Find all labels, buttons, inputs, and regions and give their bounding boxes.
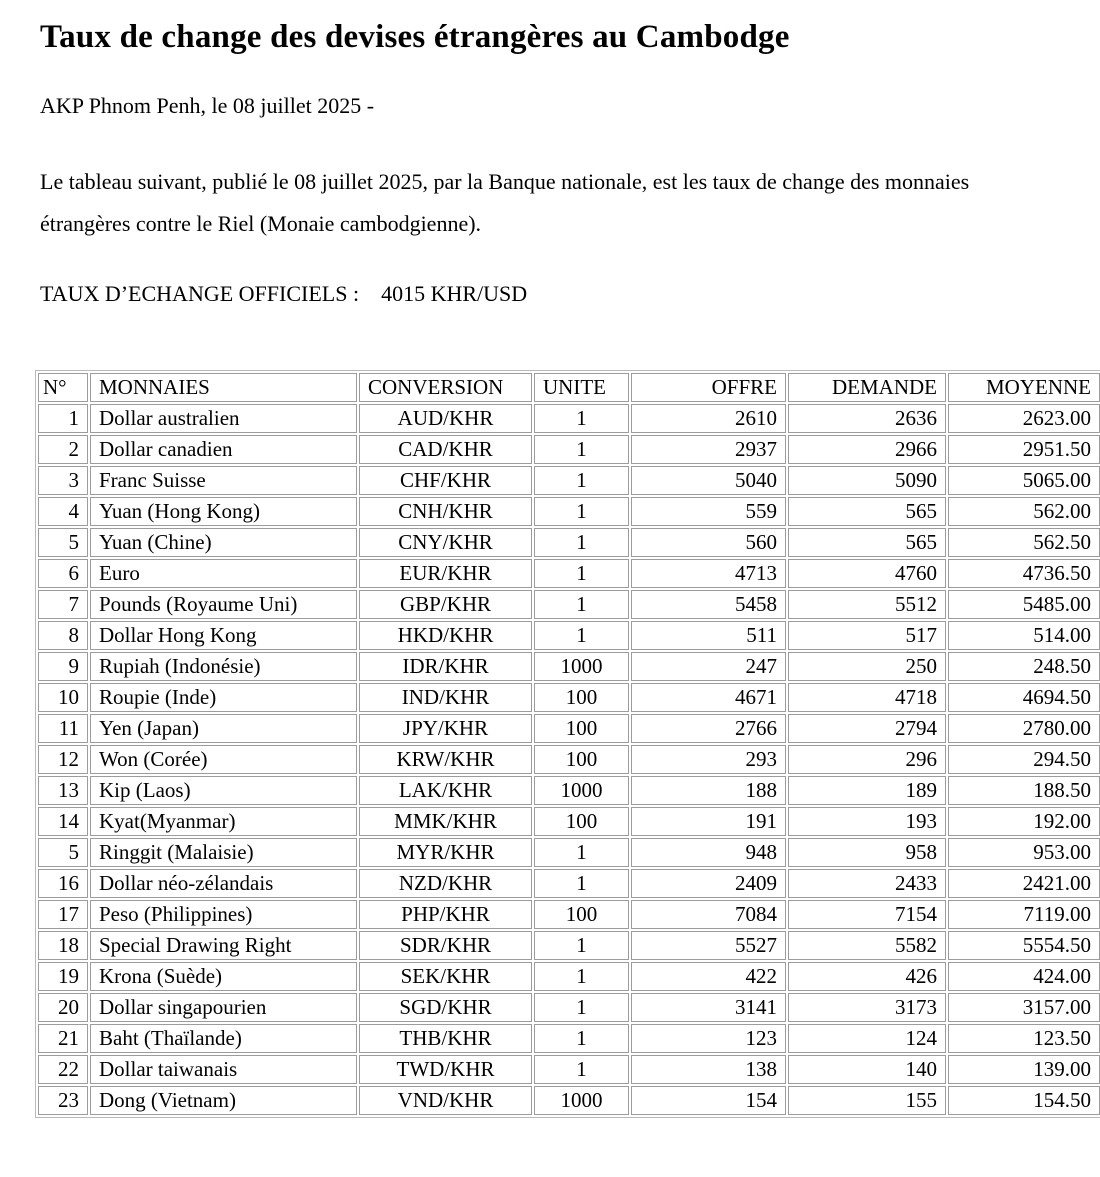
cell-monnaies: Yuan (Chine): [90, 528, 357, 557]
cell-offre: 4713: [631, 559, 786, 588]
cell-num: 12: [38, 745, 88, 774]
cell-num: 14: [38, 807, 88, 836]
cell-unite: 1: [534, 404, 629, 433]
cell-demande: 124: [788, 1024, 946, 1053]
cell-offre: 188: [631, 776, 786, 805]
cell-conversion: CNY/KHR: [359, 528, 532, 557]
cell-demande: 296: [788, 745, 946, 774]
cell-monnaies: Yuan (Hong Kong): [90, 497, 357, 526]
cell-unite: 1: [534, 621, 629, 650]
table-row: [38, 1024, 1100, 1053]
cell-num: 17: [38, 900, 88, 929]
cell-offre: 191: [631, 807, 786, 836]
cell-offre: 2610: [631, 404, 786, 433]
cell-num: 11: [38, 714, 88, 743]
cell-moyenne: 5485.00: [948, 590, 1100, 619]
cell-num: 21: [38, 1024, 88, 1053]
cell-unite: 100: [534, 807, 629, 836]
cell-offre: 5040: [631, 466, 786, 495]
cell-conversion: LAK/KHR: [359, 776, 532, 805]
cell-monnaies: Dollar australien: [90, 404, 357, 433]
cell-unite: 1000: [534, 652, 629, 681]
cell-offre: 5458: [631, 590, 786, 619]
table-row: [38, 590, 1100, 619]
cell-monnaies: Dollar canadien: [90, 435, 357, 464]
column-header-demande: DEMANDE: [788, 373, 946, 402]
cell-monnaies: Euro: [90, 559, 357, 588]
cell-demande: 155: [788, 1086, 946, 1115]
cell-monnaies: Rupiah (Indonésie): [90, 652, 357, 681]
cell-moyenne: 424.00: [948, 962, 1100, 991]
cell-demande: 4718: [788, 683, 946, 712]
column-header-num: N°: [38, 373, 88, 402]
cell-moyenne: 192.00: [948, 807, 1100, 836]
table-row: [38, 900, 1100, 929]
cell-unite: 1: [534, 466, 629, 495]
cell-unite: 1: [534, 1024, 629, 1053]
cell-num: 9: [38, 652, 88, 681]
cell-unite: 1: [534, 962, 629, 991]
cell-conversion: IDR/KHR: [359, 652, 532, 681]
cell-num: 5: [38, 838, 88, 867]
cell-demande: 5512: [788, 590, 946, 619]
cell-conversion: PHP/KHR: [359, 900, 532, 929]
cell-moyenne: 562.00: [948, 497, 1100, 526]
cell-offre: 293: [631, 745, 786, 774]
cell-moyenne: 514.00: [948, 621, 1100, 650]
cell-conversion: JPY/KHR: [359, 714, 532, 743]
cell-monnaies: Yen (Japan): [90, 714, 357, 743]
table-row: [38, 807, 1100, 836]
cell-demande: 4760: [788, 559, 946, 588]
cell-offre: 948: [631, 838, 786, 867]
cell-monnaies: Dollar néo-zélandais: [90, 869, 357, 898]
cell-offre: 560: [631, 528, 786, 557]
cell-demande: 517: [788, 621, 946, 650]
cell-num: 1: [38, 404, 88, 433]
cell-moyenne: 294.50: [948, 745, 1100, 774]
cell-conversion: SDR/KHR: [359, 931, 532, 960]
table-row: [38, 776, 1100, 805]
table-row: [38, 652, 1100, 681]
cell-offre: 138: [631, 1055, 786, 1084]
cell-monnaies: Baht (Thaïlande): [90, 1024, 357, 1053]
cell-unite: 1000: [534, 776, 629, 805]
cell-num: 2: [38, 435, 88, 464]
cell-monnaies: Pounds (Royaume Uni): [90, 590, 357, 619]
cell-num: 20: [38, 993, 88, 1022]
cell-conversion: IND/KHR: [359, 683, 532, 712]
cell-conversion: GBP/KHR: [359, 590, 532, 619]
cell-offre: 247: [631, 652, 786, 681]
cell-moyenne: 2780.00: [948, 714, 1100, 743]
table-row: [38, 621, 1100, 650]
cell-monnaies: Roupie (Inde): [90, 683, 357, 712]
cell-num: 13: [38, 776, 88, 805]
table-row: [38, 714, 1100, 743]
cell-moyenne: 248.50: [948, 652, 1100, 681]
cell-demande: 3173: [788, 993, 946, 1022]
column-header-offre: OFFRE: [631, 373, 786, 402]
cell-demande: 7154: [788, 900, 946, 929]
cell-conversion: MMK/KHR: [359, 807, 532, 836]
cell-conversion: KRW/KHR: [359, 745, 532, 774]
cell-moyenne: 7119.00: [948, 900, 1100, 929]
cell-monnaies: Ringgit (Malaisie): [90, 838, 357, 867]
cell-num: 10: [38, 683, 88, 712]
cell-conversion: CAD/KHR: [359, 435, 532, 464]
cell-conversion: THB/KHR: [359, 1024, 532, 1053]
cell-demande: 189: [788, 776, 946, 805]
table-body: [38, 404, 1100, 1115]
cell-moyenne: 2421.00: [948, 869, 1100, 898]
cell-unite: 1: [534, 497, 629, 526]
cell-monnaies: Dong (Vietnam): [90, 1086, 357, 1115]
cell-unite: 100: [534, 683, 629, 712]
cell-demande: 565: [788, 497, 946, 526]
cell-moyenne: 953.00: [948, 838, 1100, 867]
cell-offre: 123: [631, 1024, 786, 1053]
cell-num: 7: [38, 590, 88, 619]
cell-offre: 2409: [631, 869, 786, 898]
table-row: [38, 1086, 1100, 1115]
dateline: AKP Phnom Penh, le 08 juillet 2025 -: [40, 92, 375, 118]
cell-offre: 422: [631, 962, 786, 991]
cell-moyenne: 2623.00: [948, 404, 1100, 433]
cell-monnaies: Krona (Suède): [90, 962, 357, 991]
table-row: [38, 993, 1100, 1022]
cell-num: 3: [38, 466, 88, 495]
table-row: [38, 404, 1100, 433]
cell-moyenne: 3157.00: [948, 993, 1100, 1022]
cell-offre: 2766: [631, 714, 786, 743]
cell-conversion: VND/KHR: [359, 1086, 532, 1115]
cell-monnaies: Kip (Laos): [90, 776, 357, 805]
cell-demande: 250: [788, 652, 946, 681]
cell-moyenne: 5065.00: [948, 466, 1100, 495]
cell-monnaies: Peso (Philippines): [90, 900, 357, 929]
cell-demande: 5090: [788, 466, 946, 495]
cell-conversion: TWD/KHR: [359, 1055, 532, 1084]
cell-unite: 1: [534, 435, 629, 464]
exchange-rate-table: [35, 370, 1100, 1118]
cell-moyenne: 562.50: [948, 528, 1100, 557]
cell-demande: 5582: [788, 931, 946, 960]
cell-conversion: AUD/KHR: [359, 404, 532, 433]
cell-monnaies: Won (Corée): [90, 745, 357, 774]
table-row: [38, 931, 1100, 960]
cell-demande: 958: [788, 838, 946, 867]
cell-moyenne: 188.50: [948, 776, 1100, 805]
table-row: [38, 466, 1100, 495]
column-header-unite: UNITE: [534, 373, 629, 402]
cell-unite: 1: [534, 869, 629, 898]
cell-offre: 4671: [631, 683, 786, 712]
cell-offre: 3141: [631, 993, 786, 1022]
cell-unite: 100: [534, 714, 629, 743]
cell-unite: 1: [534, 931, 629, 960]
cell-num: 4: [38, 497, 88, 526]
official-rate-label: TAUX D’ECHANGE OFFICIELS :: [40, 281, 360, 307]
cell-unite: 1: [534, 528, 629, 557]
cell-num: 19: [38, 962, 88, 991]
cell-num: 16: [38, 869, 88, 898]
cell-num: 23: [38, 1086, 88, 1115]
cell-conversion: EUR/KHR: [359, 559, 532, 588]
cell-conversion: CHF/KHR: [359, 466, 532, 495]
official-rate-value: 4015 KHR/USD: [381, 281, 528, 307]
column-header-moyenne: MOYENNE: [948, 373, 1100, 402]
cell-demande: 565: [788, 528, 946, 557]
cell-unite: 100: [534, 745, 629, 774]
cell-conversion: SEK/KHR: [359, 962, 532, 991]
cell-monnaies: Franc Suisse: [90, 466, 357, 495]
cell-monnaies: Dollar singapourien: [90, 993, 357, 1022]
table-row: [38, 497, 1100, 526]
cell-conversion: SGD/KHR: [359, 993, 532, 1022]
table-row: [38, 683, 1100, 712]
page-title: Taux de change des devises étrangères au Cambodge: [40, 19, 790, 55]
column-header-monnaies: MONNAIES: [90, 373, 357, 402]
table-row: [38, 869, 1100, 898]
cell-num: 5: [38, 528, 88, 557]
cell-moyenne: 154.50: [948, 1086, 1100, 1115]
cell-unite: 1: [534, 993, 629, 1022]
cell-demande: 2433: [788, 869, 946, 898]
cell-num: 18: [38, 931, 88, 960]
cell-offre: 2937: [631, 435, 786, 464]
table-row: [38, 1055, 1100, 1084]
cell-num: 22: [38, 1055, 88, 1084]
cell-moyenne: 2951.50: [948, 435, 1100, 464]
table-row: [38, 559, 1100, 588]
cell-demande: 2794: [788, 714, 946, 743]
cell-demande: 2966: [788, 435, 946, 464]
cell-demande: 140: [788, 1055, 946, 1084]
table-row: [38, 962, 1100, 991]
cell-conversion: HKD/KHR: [359, 621, 532, 650]
cell-moyenne: 5554.50: [948, 931, 1100, 960]
table-row: [38, 838, 1100, 867]
cell-moyenne: 123.50: [948, 1024, 1100, 1053]
cell-demande: 2636: [788, 404, 946, 433]
official-rate-line: [40, 281, 1060, 307]
cell-num: 6: [38, 559, 88, 588]
cell-unite: 1: [534, 838, 629, 867]
table-row: [38, 745, 1100, 774]
cell-offre: 154: [631, 1086, 786, 1115]
cell-monnaies: Kyat(Myanmar): [90, 807, 357, 836]
table-header-row: [38, 373, 1100, 402]
table-row: [38, 528, 1100, 557]
cell-unite: 100: [534, 900, 629, 929]
cell-unite: 1000: [534, 1086, 629, 1115]
cell-moyenne: 4736.50: [948, 559, 1100, 588]
cell-monnaies: Special Drawing Right: [90, 931, 357, 960]
cell-offre: 559: [631, 497, 786, 526]
cell-moyenne: 4694.50: [948, 683, 1100, 712]
cell-offre: 511: [631, 621, 786, 650]
cell-conversion: MYR/KHR: [359, 838, 532, 867]
cell-unite: 1: [534, 590, 629, 619]
cell-monnaies: Dollar Hong Kong: [90, 621, 357, 650]
cell-conversion: CNH/KHR: [359, 497, 532, 526]
cell-unite: 1: [534, 1055, 629, 1084]
cell-monnaies: Dollar taiwanais: [90, 1055, 357, 1084]
cell-demande: 426: [788, 962, 946, 991]
column-header-conversion: CONVERSION: [359, 373, 532, 402]
cell-num: 8: [38, 621, 88, 650]
table-row: [38, 435, 1100, 464]
cell-offre: 5527: [631, 931, 786, 960]
cell-conversion: NZD/KHR: [359, 869, 532, 898]
cell-unite: 1: [534, 559, 629, 588]
cell-demande: 193: [788, 807, 946, 836]
intro-paragraph: Le tableau suivant, publié le 08 juillet 2025, par la Banque nationale, est les taux de change des monnaies étrangères contre le Riel (Monaie cambodgienne).: [40, 169, 970, 237]
cell-moyenne: 139.00: [948, 1055, 1100, 1084]
cell-offre: 7084: [631, 900, 786, 929]
